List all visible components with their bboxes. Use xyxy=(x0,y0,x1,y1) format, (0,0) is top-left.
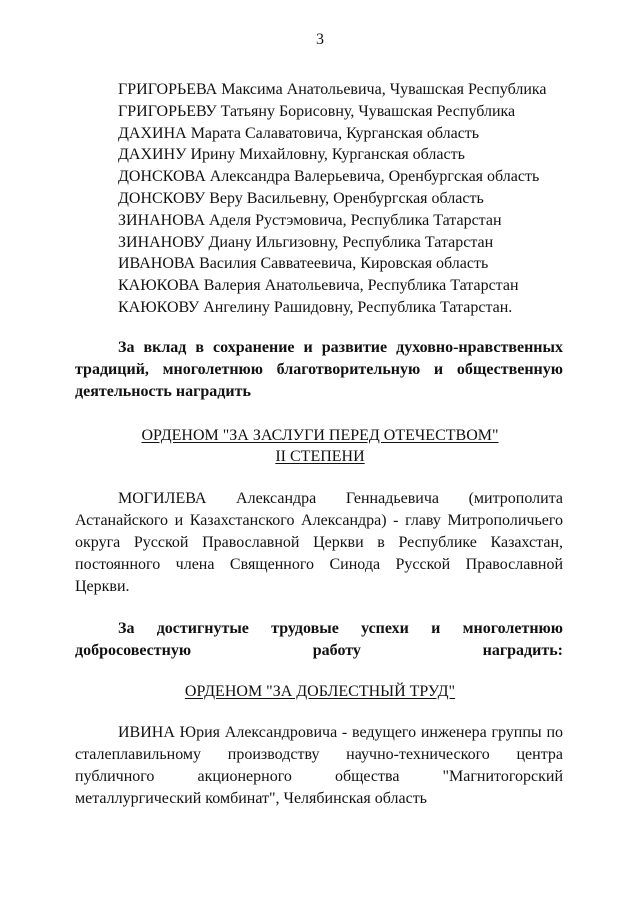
recipient-entry: ДОНСКОВУ Веру Васильевну, Оренбургская область xyxy=(118,189,484,207)
award-title-text-2: ОРДЕНОМ "ЗА ДОБЛЕСТНЫЙ ТРУД" xyxy=(184,683,456,700)
recipient-entry: ДАХИНУ Ирину Михайловну, Курганская область xyxy=(118,146,465,164)
award-reason-paragraph-2: За достигнутые трудовые успехи и многолетнюю добросовестную работу наградить: xyxy=(75,620,563,659)
award-degree-text: II СТЕПЕНИ xyxy=(275,448,365,465)
recipient-entry: КАЮКОВУ Ангелину Рашидовну, Республика Татарстан. xyxy=(118,298,513,316)
recipient-entry: ГРИГОРЬЕВА Максима Анатольевича, Чувашская Республика xyxy=(118,81,547,98)
recipient-entry: ГРИГОРЬЕВУ Татьяну Борисовну, Чувашская Республика xyxy=(118,102,516,120)
recipient-entry: ИВАНОВА Василия Савватеевича, Кировская область xyxy=(118,255,489,273)
recipient-entry: ДАХИНА Марата Салаватовича, Курганская область xyxy=(118,124,480,142)
award-degree-line xyxy=(0,446,640,468)
recipient-paragraph xyxy=(75,488,563,598)
award-title-line-2 xyxy=(0,681,640,703)
award-reason-paragraph: За вклад в сохранение и развитие духовно-нравственных традиций, многолетнюю благотворительную и общественную деятельность наградить xyxy=(75,339,563,400)
recipients-list xyxy=(118,79,598,319)
recipient-entry: ЗИНАНОВУ Диану Ильгизовну, Республика Татарстан xyxy=(118,233,494,251)
award-title-line xyxy=(0,425,640,447)
recipient-entry: ЗИНАНОВА Аделя Рустэмовича, Республика Татарстан xyxy=(118,211,502,229)
recipient-surname: МОГИЛЕВА xyxy=(118,490,207,507)
recipient-entry: КАЮКОВА Валерия Анатольевича, Республика Татарстан xyxy=(118,277,519,295)
recipient-details-2: Юрия Александровича - ведущего инженера группы по сталеплавильному производству научно-технического центра публичного акционерного общества "Магнитогорский металлургический комбинат", Челябинская область xyxy=(75,724,564,807)
recipient-surname-2: ИВИНА xyxy=(118,724,175,741)
recipient-details: Александра Геннадьевича (митрополита Астанайского и Казахстанского Александра) - главу Митрополичьего округа Русской Православной Церкви в Республике Казахстан, постоянного члена Священного Синода Русской Православной Церкви. xyxy=(75,490,563,595)
page-number: 3 xyxy=(316,31,324,48)
award-title-text: ОРДЕНОМ "ЗА ЗАСЛУГИ ПЕРЕД ОТЕЧЕСТВОМ" xyxy=(141,427,499,444)
recipient-paragraph-2 xyxy=(75,722,563,810)
recipient-entry: ДОНСКОВА Александра Валерьевича, Оренбургская область xyxy=(118,168,540,186)
